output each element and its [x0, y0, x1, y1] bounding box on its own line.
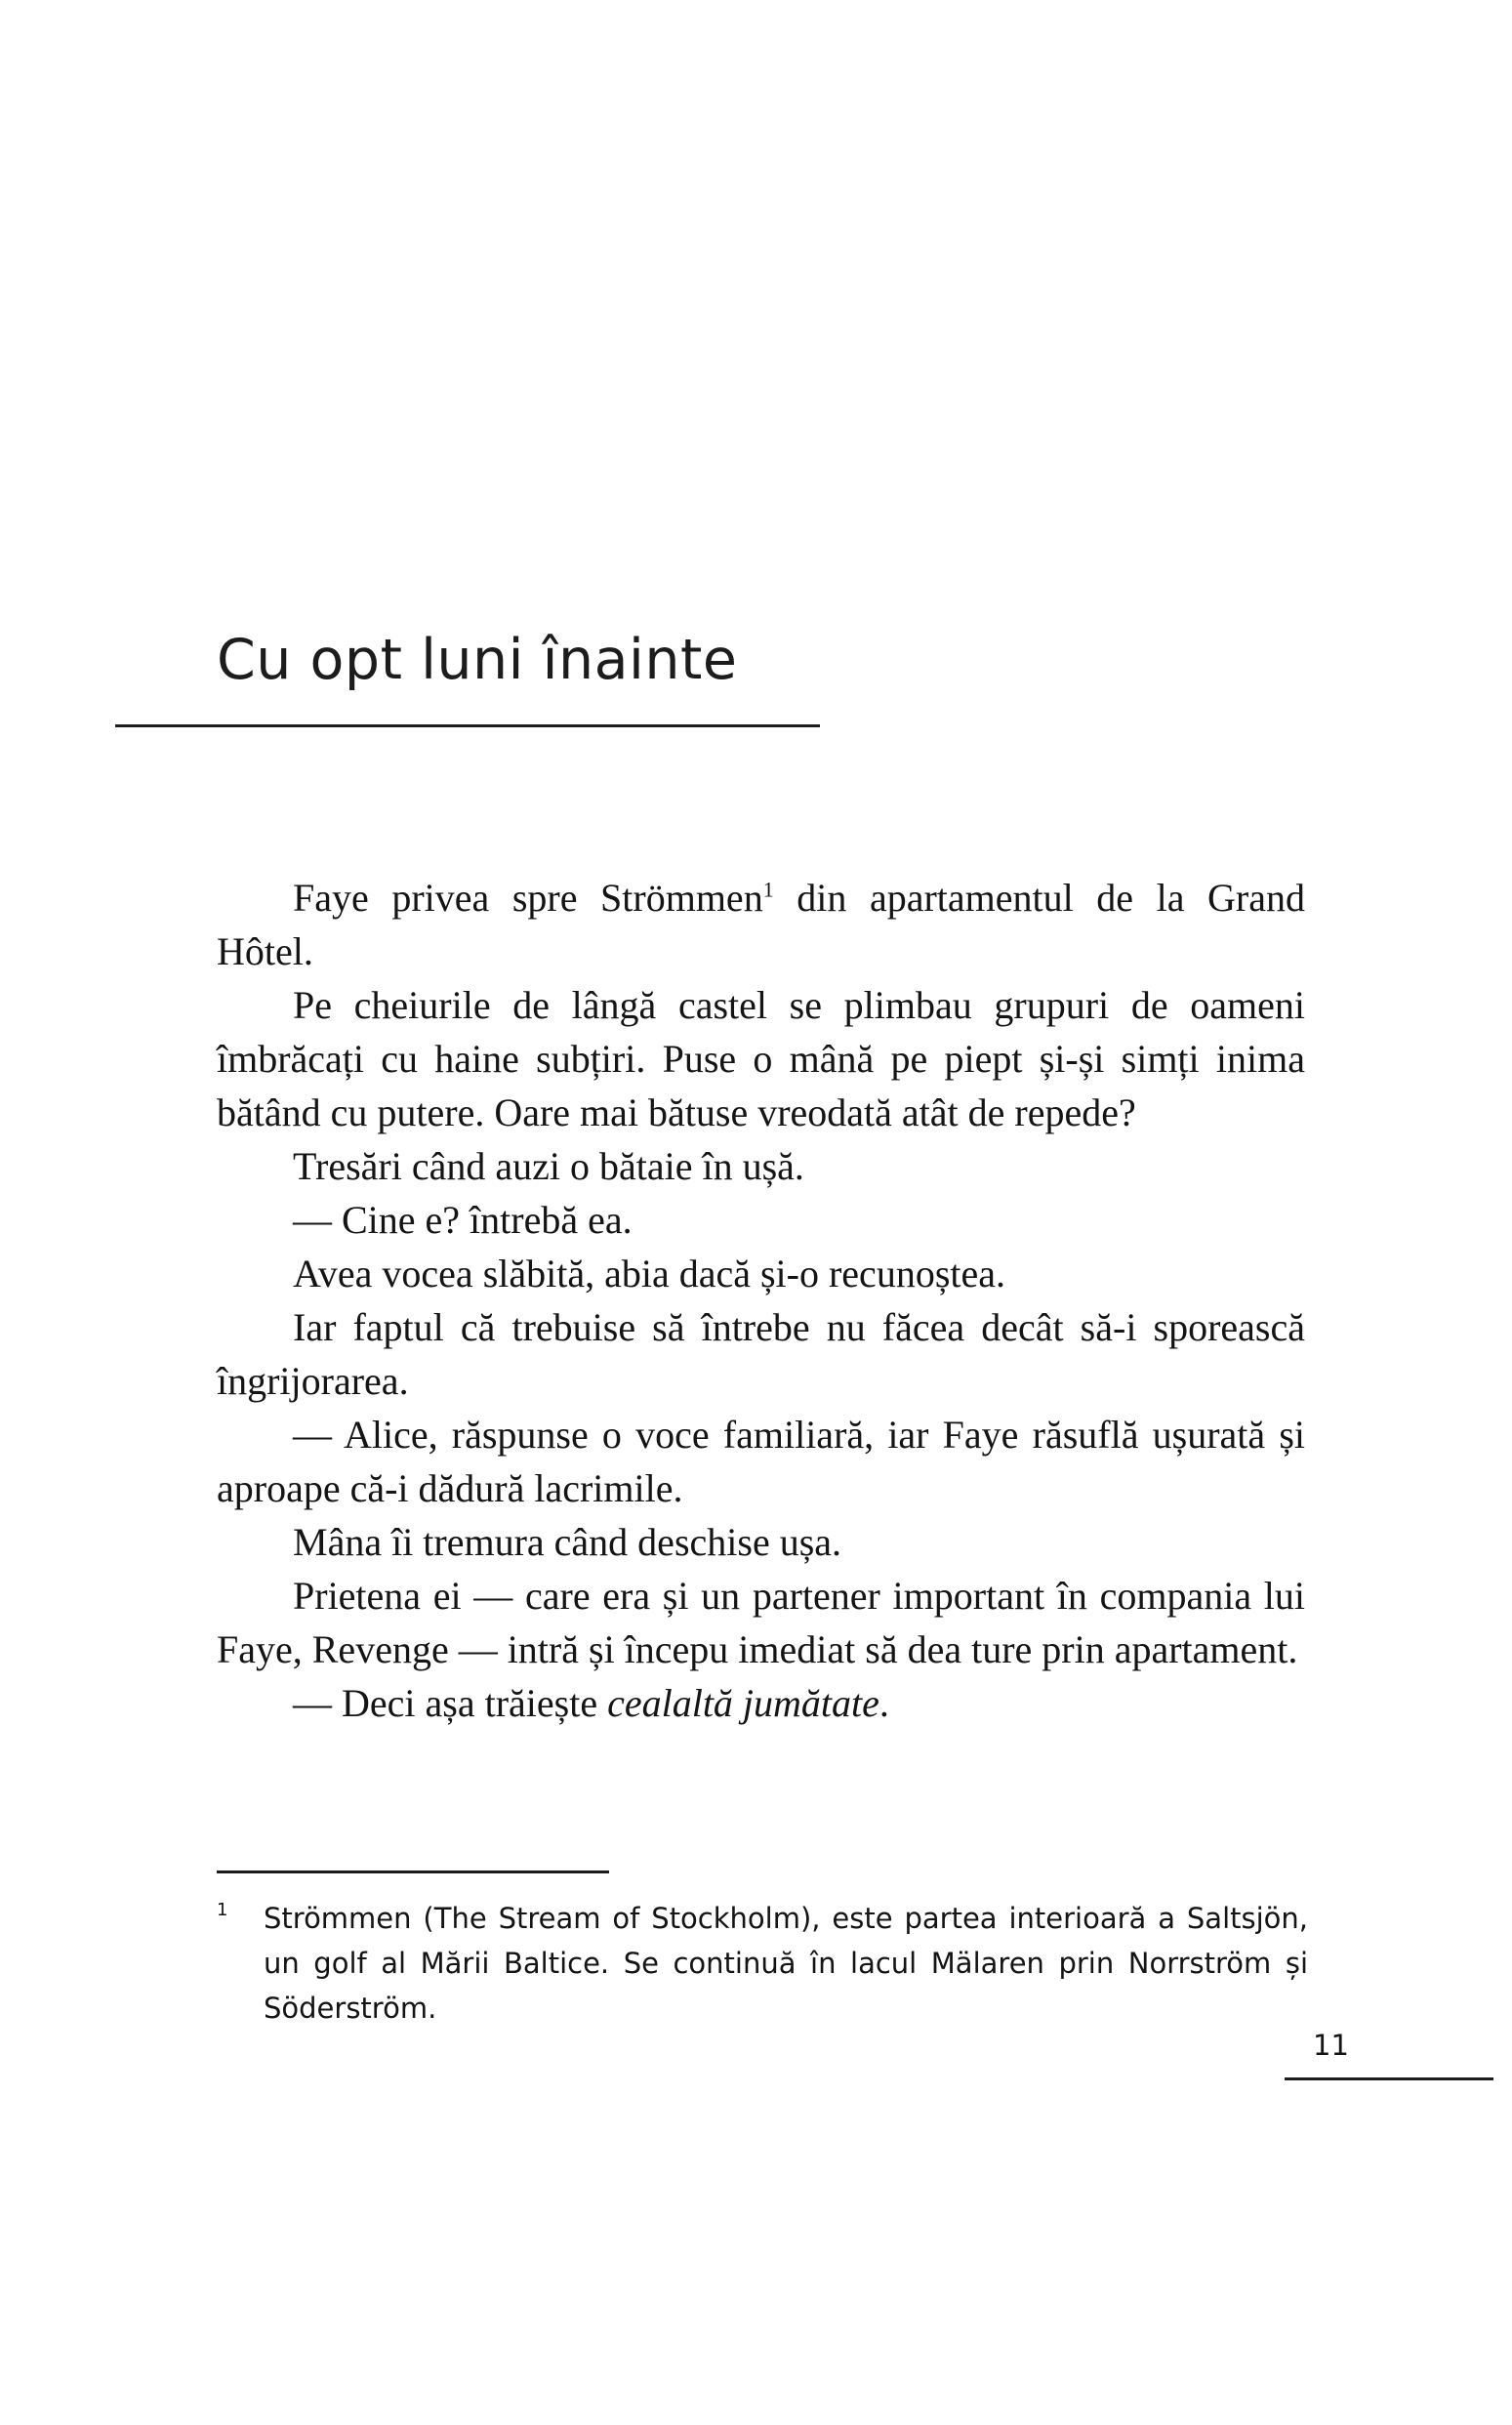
text-run: — Cine e? întrebă ea. [293, 1198, 633, 1242]
footnote-text: Strömmen (The Stream of Stockholm), este partea interioară a Saltsjön, un golf al Mării Baltice. Se continuă în lacul Mälaren prin Norrström și Söderström. [264, 1902, 1308, 2025]
text-run: din apartamentul de la Grand Hôtel. [217, 876, 1306, 973]
page-number: 11 [1313, 2029, 1349, 2062]
paragraph [217, 1247, 1305, 1300]
text-run: — Alice, răspunse o voce familiară, iar Faye răsuflă ușurată și aproape că-i dădură lacrimile. [217, 1413, 1305, 1510]
text-run: Iar faptul că trebuise să întrebe nu făcea decât să-i sporească îngrijorarea. [217, 1305, 1305, 1403]
paragraph [217, 1515, 1305, 1569]
chapter-title: Cu opt luni înainte [217, 628, 738, 692]
paragraph [217, 1569, 1305, 1676]
text-run: Tresări când auzi o bătaie în ușă. [293, 1144, 804, 1188]
text-run: — Deci așa trăiește [293, 1681, 608, 1725]
text-run: Mâna îi tremura când deschise ușa. [293, 1520, 842, 1564]
paragraph [217, 1300, 1305, 1408]
paragraph [217, 1139, 1305, 1193]
paragraph [217, 1676, 1305, 1730]
paragraph [217, 1193, 1305, 1247]
footnote-marker: 1 [217, 1900, 228, 1920]
text-run: . [879, 1681, 889, 1725]
text-run: Prietena ei — care era și un partener important în compania lui Faye, Revenge — intră și începu imediat să dea ture prin apartament. [217, 1574, 1305, 1671]
footnote-reference: 1 [762, 877, 774, 902]
paragraph [217, 871, 1305, 978]
italic-text: cealaltă jumătate [607, 1681, 879, 1725]
text-run: Avea vocea slăbită, abia dacă și-o recunoștea. [293, 1252, 1005, 1295]
footnote [217, 1896, 1308, 2031]
page-number-rule [1285, 2077, 1493, 2080]
text-run: Faye privea spre Strömmen [293, 876, 763, 920]
title-underline-rule [115, 724, 820, 727]
footnote-divider-rule [217, 1870, 609, 1873]
body-text [217, 871, 1305, 1730]
paragraph [217, 978, 1305, 1139]
text-run: Pe cheiurile de lângă castel se plimbau grupuri de oameni îmbrăcați cu haine subțiri. Puse o mână pe piept și-și simți inima bătând cu putere. Oare mai bătuse vreodată atât de repede? [217, 983, 1305, 1134]
paragraph [217, 1408, 1305, 1515]
